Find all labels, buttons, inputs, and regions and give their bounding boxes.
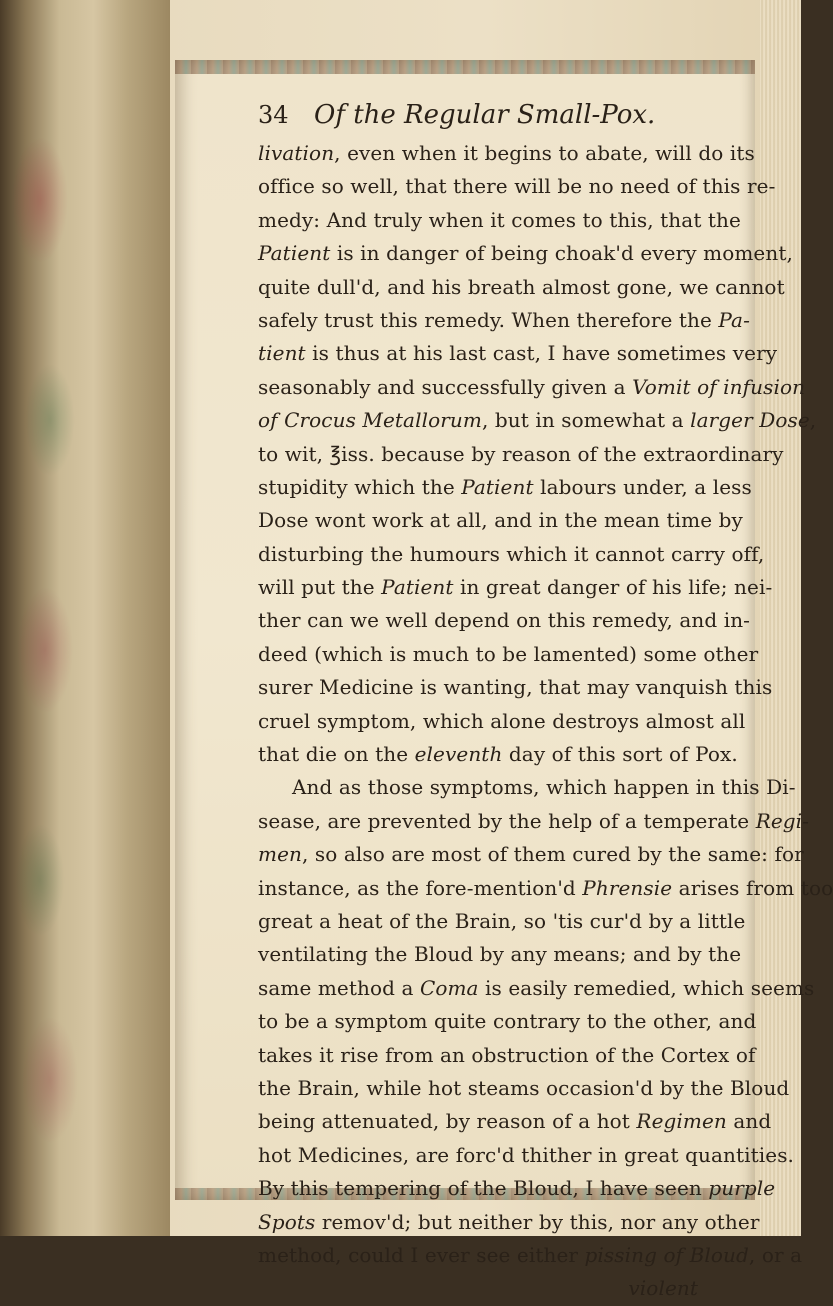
page-number: 34 <box>258 101 289 129</box>
text-line <box>258 1039 756 1072</box>
text-span: method, could I ever see either <box>258 1242 585 1267</box>
text-line <box>258 738 748 771</box>
text-span: being attenuated, by reason of a hot <box>258 1109 637 1134</box>
italic-span: Regimen <box>636 1109 727 1134</box>
italic-span: Phrensie <box>582 875 673 900</box>
text-span: , or a <box>748 1242 803 1267</box>
italic-span: larger Dose <box>690 408 810 433</box>
text-line <box>258 805 810 838</box>
text-span: And as those symptoms, which happen in this Di- <box>292 775 796 800</box>
text-line <box>258 671 773 704</box>
text-line <box>258 371 806 404</box>
running-head <box>258 95 748 135</box>
text-span: Dose wont work at all, and in the mean time by <box>258 508 743 533</box>
text-span: By this tempering of the Bloud, I have seen <box>258 1176 709 1201</box>
italic-span: Vomit of infusion <box>632 374 806 399</box>
running-title: Of the Regular Small-Pox. <box>314 100 656 130</box>
marbled-endpaper <box>0 0 120 1236</box>
text-span: to be a symptom quite contrary to the other, and <box>258 1009 757 1034</box>
italic-span: Patient <box>258 241 331 266</box>
text-line <box>258 1005 757 1038</box>
text-span: is thus at his last cast, I have sometimes very <box>305 341 778 366</box>
text-line <box>258 504 748 537</box>
italic-span: eleventh <box>414 742 503 767</box>
text-span: day of this sort of Pox. <box>502 742 738 767</box>
italic-span: Coma <box>419 975 479 1000</box>
text-line <box>258 404 817 437</box>
text-line <box>258 905 748 938</box>
text-line <box>258 471 752 504</box>
text-line <box>258 838 804 871</box>
text-line <box>258 438 784 471</box>
text-line <box>258 1139 795 1172</box>
catchword: violent <box>628 1276 698 1301</box>
text-line <box>258 304 748 337</box>
text-line <box>258 204 748 237</box>
text-line <box>258 604 751 637</box>
italic-span: Spots <box>258 1209 316 1234</box>
text-line <box>258 538 765 571</box>
text-line <box>258 1072 790 1105</box>
text-span: , but in somewhat a <box>481 408 691 433</box>
text-span: sease, are prevented by the help of a temperate <box>258 808 756 833</box>
text-span: takes it rise from an obstruction of the Cortex of <box>258 1042 756 1067</box>
text-span: cruel symptom, which alone destroys almost all <box>258 708 746 733</box>
page-text <box>258 95 833 1306</box>
italic-span: Regi- <box>755 808 810 833</box>
italic-span: purple <box>708 1176 776 1201</box>
text-line <box>258 1206 760 1239</box>
text-line <box>258 638 759 671</box>
italic-span: Patient <box>461 474 534 499</box>
text-span: medy: And truly when it comes to this, that the <box>258 207 741 232</box>
text-line <box>258 271 785 304</box>
text-span: , so also are most of them cured by the same: for <box>301 842 804 867</box>
body-text <box>258 137 833 1272</box>
text-span: same method a <box>258 975 420 1000</box>
text-span: will put the <box>258 575 382 600</box>
italic-span: of Crocus Metallorum <box>258 408 482 433</box>
text-span: office so well, that there will be no need of this re- <box>258 174 776 199</box>
italic-span: Patient <box>381 575 454 600</box>
italic-span: livation <box>258 141 335 165</box>
text-line <box>258 1239 803 1272</box>
text-line <box>258 137 755 170</box>
text-span: ventilating the Bloud by any means; and by the <box>258 942 742 967</box>
text-line <box>258 237 793 270</box>
page-top-edge <box>175 60 755 74</box>
text-span: ther can we well depend on this remedy, and in- <box>258 608 751 633</box>
text-span: , even when it begins to abate, will do its <box>334 141 755 165</box>
text-span: stupidity which the <box>258 474 462 499</box>
text-span: surer Medicine is wanting, that may vanquish this <box>258 675 773 700</box>
text-line <box>258 872 833 905</box>
text-span: and <box>726 1109 772 1134</box>
text-span: arises from too <box>672 875 833 900</box>
text-span: in great danger of his life; nei- <box>453 575 773 600</box>
text-span: disturbing the humours which it cannot carry off, <box>258 541 765 566</box>
text-line <box>258 972 815 1005</box>
text-line <box>258 337 778 370</box>
text-span: seasonably and successfully given a <box>258 374 633 399</box>
text-span: quite dull'd, and his breath almost gone, we cannot <box>258 274 785 299</box>
text-span: , <box>809 408 817 433</box>
text-line <box>258 938 748 971</box>
text-span: is in danger of being choak'd every moment, <box>330 241 793 266</box>
text-span: great a heat of the Brain, so 'tis cur'd by a little <box>258 908 746 933</box>
text-line <box>258 771 796 804</box>
text-span: the Brain, while hot steams occasion'd by the Bloud <box>258 1075 790 1100</box>
text-line <box>258 1172 776 1205</box>
italic-span: tient <box>258 341 306 366</box>
text-span: instance, as the fore-mention'd <box>258 875 583 900</box>
text-line <box>258 170 776 203</box>
italic-span: Pa- <box>718 307 750 332</box>
italic-span: men <box>258 842 302 867</box>
text-span: safely trust this remedy. When therefore the <box>258 307 719 332</box>
text-span: is easily remedied, which seems <box>478 975 815 1000</box>
text-span: labours under, a less <box>533 474 752 499</box>
italic-span: pissing of Bloud <box>584 1242 749 1267</box>
text-span: remov'd; but neither by this, nor any other <box>315 1209 760 1234</box>
text-line <box>258 571 773 604</box>
text-span: hot Medicines, are forc'd thither in great quantities. <box>258 1142 795 1167</box>
text-span: to wit, ℥iss. because by reason of the extraordinary <box>258 441 784 466</box>
text-line <box>258 705 748 738</box>
text-span: deed (which is much to be lamented) some other <box>258 641 759 666</box>
text-span: that die on the <box>258 742 415 767</box>
text-line <box>258 1105 772 1138</box>
